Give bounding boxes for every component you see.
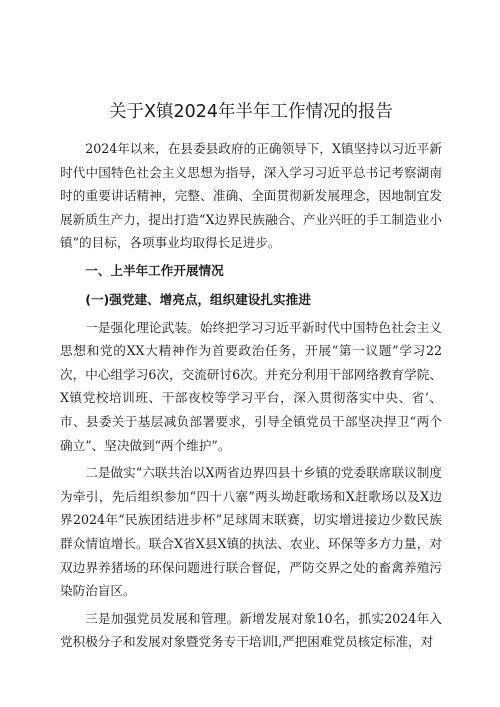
body-paragraph-3: 三是加强党员发展和管理。新增发展对象10名，抓实2024年入党积极分子和发展对象暨党务专干培训l,严把困难党员核定标准，对 — [60, 610, 442, 650]
document-title: 关于X镇2024年半年工作情况的报告 — [108, 102, 394, 122]
body-paragraph-1: 一是强化理论武装。始终把学习习近平新时代中国特色社会主义思想和党的XX大精神作为首要政治任务，开展“第一议题”学习22次，中心组学习6次，交流研讨6次。并充分利用干部网络教育学院、X镇党校培训班、干部夜校等学习平台，深入贯彻落实中央、省’、市、县委关于基层减负部署要求，引导全镇党员干部坚决捍卫“两个确立”、坚决做到“两个维护”。 — [60, 319, 442, 453]
body-paragraph-2: 二是做实“六联共治以X两省边界四县十乡镇的党委联席联议制度为牵引，先后组织参加“四十八寨”两头坳赶歌场和X赶歌场以及X边界2024年“民族团结进步杯”足球周末联赛，切实增进接边少数民族群众情谊增长。联合X省X县X镇的执法、农业、环保等多方力量，对双边界养猪场的环保问题进行联合督促，严防交界之处的畜禽养殖污染防治盲区。 — [60, 465, 442, 599]
subsection-heading: (一)强党建、增亮点，组织建设扎实推进 — [85, 291, 311, 307]
section-heading: 一、上半年工作开展情况 — [85, 262, 224, 278]
intro-paragraph: 2024年以来，在县委县政府的正确领导下，X镇坚持以习近平新时代中国特色社会主义思想为指导，深入学习习近平总书记考察湖南时的重要讲话精神，完整、准确、全面贯彻新发展理念，因地制宜发展新质生产力，提出打造“X边界民族融合、产业兴旺的手工制造业小镇”的目标，各项事业均取得长足进步。 — [60, 141, 442, 251]
